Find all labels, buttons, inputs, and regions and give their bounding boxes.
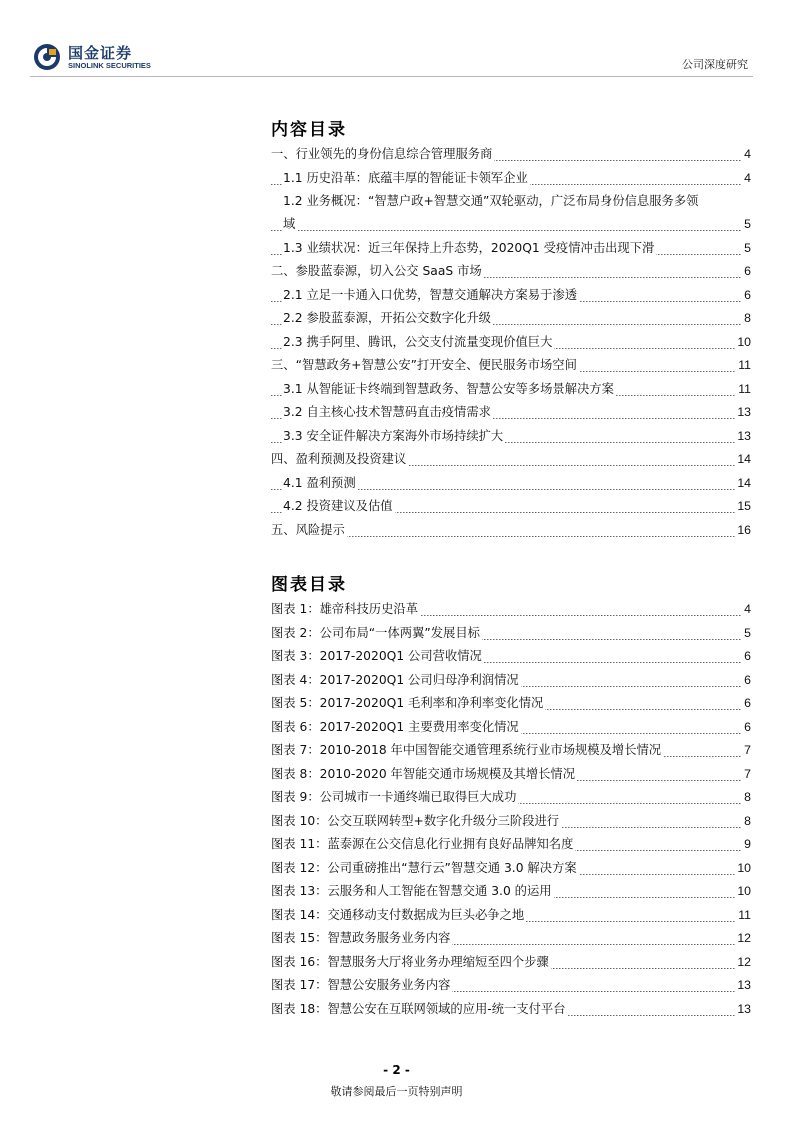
figure-entry-text: 图表 6：2017-2020Q1 主要费用率变化情况 [271, 719, 519, 734]
sinolink-logo-icon [32, 42, 62, 72]
toc-entry-page: 13 [735, 425, 751, 449]
figure-entry-page: 6 [742, 716, 751, 740]
figure-entry-text: 图表 3：2017-2020Q1 公司营收情况 [271, 649, 482, 663]
figure-entry-text: 图表 15：智慧政务服务业务内容 [271, 931, 451, 945]
toc-entry[interactable] [271, 378, 751, 402]
figure-entry-page: 12 [735, 927, 751, 951]
figure-entry[interactable] [271, 927, 751, 951]
figure-entry-page: 6 [742, 645, 751, 669]
toc-entry[interactable] [271, 519, 751, 543]
figure-entry-page: 11 [736, 904, 751, 928]
figure-entry-text: 图表 16：智慧服务大厅将业务办理缩短至四个步骤 [271, 954, 549, 969]
toc-entry[interactable] [271, 331, 751, 355]
toc-entry[interactable] [271, 448, 751, 472]
figure-entry-page: 13 [735, 998, 751, 1022]
figure-entry-text: 图表 11：蓝泰源在公交信息化行业拥有良好品牌知名度 [271, 837, 574, 851]
toc-entry-page: 11 [736, 354, 751, 378]
toc-entry-page: 14 [735, 448, 751, 472]
figure-entry-text: 图表 1：雄帝科技历史沿革 [271, 602, 418, 616]
figure-entry-text: 图表 13：云服务和人工智能在智慧交通 3.0 的运用 [271, 884, 552, 898]
toc-entry-page: 11 [736, 378, 751, 402]
toc-entry-text: 2.1 立足一卡通入口优势，智慧交通解决方案易于渗透 [283, 287, 577, 302]
figure-entry-page: 5 [742, 622, 751, 646]
figure-entry-page: 8 [742, 786, 751, 810]
toc-entry-text: 3.1 从智能证卡终端到智慧政务、智慧公安等多场景解决方案 [283, 381, 614, 396]
toc-entry-page: 13 [735, 401, 751, 425]
toc-entry[interactable] [271, 401, 751, 425]
figure-entry[interactable] [271, 598, 751, 622]
toc-entry-text: 2.3 携手阿里、腾讯，公交支付流量变现价值巨大 [283, 334, 553, 349]
figure-entry-text: 图表 17：智慧公安服务业务内容 [271, 978, 451, 992]
toc-entry-page: 15 [735, 495, 751, 519]
figure-entry[interactable] [271, 763, 751, 787]
figure-entry[interactable] [271, 810, 751, 834]
toc-entry-page: 6 [742, 284, 751, 308]
page-number: - 2 - [383, 1063, 410, 1077]
contents-list [271, 143, 751, 542]
figure-entry[interactable] [271, 645, 751, 669]
toc-entry[interactable] [271, 307, 751, 331]
toc-entry-text: 3.3 安全证件解决方案海外市场持续扩大 [283, 428, 504, 443]
figure-entry-page: 10 [735, 857, 751, 881]
toc-entry-text: 2.2 参股蓝泰源，开拓公交数字化升级 [283, 311, 491, 325]
toc-entry-text: 1.3 业绩状况：近三年保持上升态势，2020Q1 受疫情冲击出现下滑 [283, 240, 655, 255]
figure-entry[interactable] [271, 739, 751, 763]
toc-entry-page: 16 [735, 519, 751, 543]
figure-entry[interactable] [271, 998, 751, 1022]
figures-title: 图表目录 [271, 575, 347, 595]
toc-entry-text: 4.1 盈利预测 [283, 475, 356, 490]
figure-entry[interactable] [271, 669, 751, 693]
toc-entry-text: 4.2 投资建议及估值 [283, 499, 393, 513]
figure-entry[interactable] [271, 716, 751, 740]
figure-entry-page: 13 [735, 974, 751, 998]
figure-entry-text: 图表 7：2010-2018 年中国智能交通管理系统行业市场规模及增长情况 [271, 743, 662, 757]
figure-entry[interactable] [271, 951, 751, 975]
toc-entry[interactable] [271, 237, 751, 261]
toc-entry-page: 6 [742, 260, 751, 284]
document-type-label: 公司深度研究 [682, 58, 748, 71]
toc-entry[interactable] [271, 167, 751, 191]
figure-entry-page: 7 [742, 739, 751, 763]
figure-entry-page: 12 [735, 951, 751, 975]
figure-entry-page: 6 [742, 669, 751, 693]
toc-entry-page: 4 [742, 167, 751, 191]
contents-title: 内容目录 [271, 120, 347, 140]
toc-entry[interactable] [271, 425, 751, 449]
toc-entry-page: 14 [735, 472, 751, 496]
toc-entry-page: 5 [742, 213, 751, 237]
toc-entry-text: 五、风险提示 [271, 522, 345, 537]
figure-entry[interactable] [271, 857, 751, 881]
figure-entry-page: 4 [742, 598, 751, 622]
sinolink-logo [32, 42, 172, 74]
toc-entry[interactable] [271, 472, 751, 496]
toc-entry-text: 1.2 业务概况：“智慧户政+智慧交通”双轮驱动，广泛布局身份信息服务多领 [283, 194, 699, 208]
figure-entry[interactable] [271, 786, 751, 810]
figure-entry[interactable] [271, 880, 751, 904]
figure-entry[interactable] [271, 833, 751, 857]
toc-entry-page: 10 [735, 331, 751, 355]
logo-chinese-text: 国金证券 [68, 44, 133, 62]
figure-entry[interactable] [271, 974, 751, 998]
figure-entry-text: 图表 18：智慧公安在互联网领域的应用-统一支付平台 [271, 1001, 566, 1016]
figure-entry-text: 图表 4：2017-2020Q1 公司归母净利润情况 [271, 672, 519, 687]
figure-entry-page: 9 [742, 833, 751, 857]
figure-entry[interactable] [271, 692, 751, 716]
toc-entry-text: 三、“智慧政务+智慧公安”打开安全、便民服务市场空间 [271, 358, 577, 372]
header-divider [30, 76, 753, 77]
toc-entry-page: 5 [742, 237, 751, 261]
figure-entry-text: 图表 10：公交互联网转型+数字化升级分三阶段进行 [271, 813, 560, 828]
toc-entry-text: 3.2 自主核心技术智慧码直击疫情需求 [283, 405, 491, 419]
toc-entry-text: 二、参股蓝泰源，切入公交 SaaS 市场 [271, 264, 482, 278]
figure-entry[interactable] [271, 622, 751, 646]
figure-entry[interactable] [271, 904, 751, 928]
figure-entry-text: 图表 2：公司布局“一体两翼”发展目标 [271, 625, 480, 640]
logo-english-text: SINOLINK SECURITIES [68, 61, 151, 70]
figures-list [271, 598, 751, 1021]
figure-entry-text: 图表 8：2010-2020 年智能交通市场规模及其增长情况 [271, 766, 576, 781]
disclaimer-note: 敬请参阅最后一页特别声明 [330, 1085, 463, 1098]
toc-entry[interactable] [271, 190, 751, 237]
figure-entry-text: 图表 5：2017-2020Q1 毛利率和净利率变化情况 [271, 696, 544, 710]
figure-entry-page: 8 [742, 810, 751, 834]
figure-entry-text: 图表 14：交通移动支付数据成为巨头必争之地 [271, 907, 525, 922]
toc-entry-text: 四、盈利预测及投资建议 [271, 452, 407, 466]
figure-entry-page: 10 [735, 880, 751, 904]
toc-entry-text: 一、行业领先的身份信息综合管理服务商 [271, 147, 493, 161]
toc-entry-text: 1.1 历史沿革：底蕴丰厚的智能证卡领军企业 [283, 170, 528, 185]
toc-entry[interactable] [271, 495, 751, 519]
figure-entry-page: 7 [742, 763, 751, 787]
toc-entry[interactable] [271, 260, 751, 284]
figure-entry-text: 图表 12：公司重磅推出“慧行云”智慧交通 3.0 解决方案 [271, 860, 577, 875]
toc-entry-text-continued: 域 [283, 217, 296, 231]
toc-entry-page: 4 [742, 143, 751, 167]
toc-entry[interactable] [271, 143, 751, 167]
toc-entry[interactable] [271, 284, 751, 308]
toc-entry-page: 8 [742, 307, 751, 331]
page-header [0, 0, 793, 80]
toc-entry[interactable] [271, 354, 751, 378]
figure-entry-text: 图表 9：公司城市一卡通终端已取得巨大成功 [271, 790, 517, 804]
figure-entry-page: 6 [742, 692, 751, 716]
